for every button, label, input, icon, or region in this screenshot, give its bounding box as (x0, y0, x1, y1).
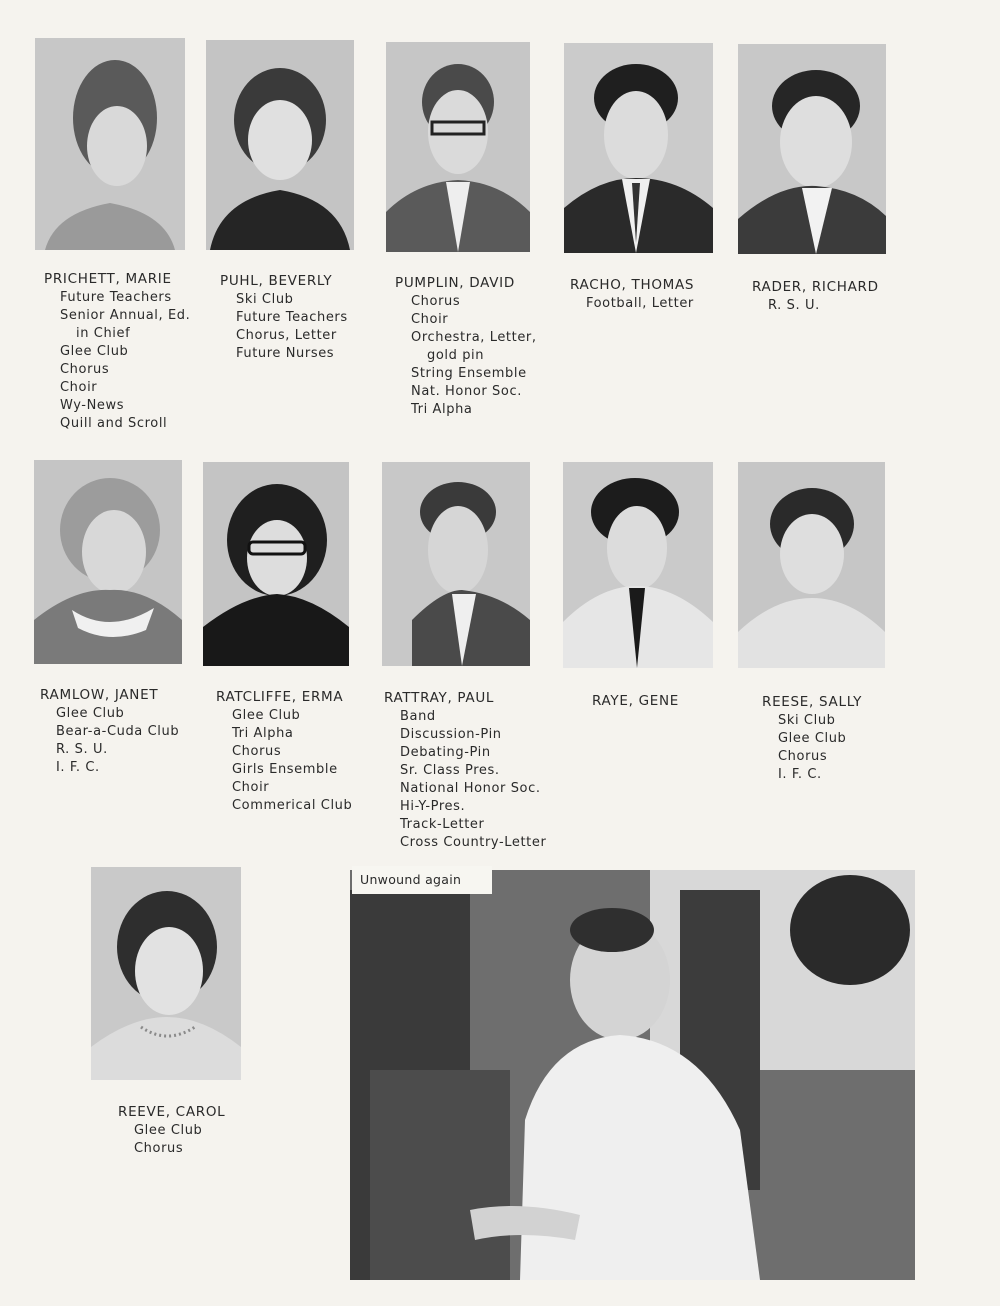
activity: String Ensemble (411, 366, 527, 381)
student-name: PRICHETT, MARIE (44, 271, 172, 287)
activity: Bear-a-Cuda Club (56, 724, 180, 739)
activity: Chorus (411, 294, 461, 309)
activity: Ski Club (236, 292, 294, 307)
activity: Future Teachers (236, 310, 348, 325)
portrait-racho-thomas (564, 43, 713, 253)
activity: Sr. Class Pres. (400, 763, 500, 778)
activity: Glee Club (232, 708, 301, 723)
caption-racho-thomas (570, 276, 694, 313)
portrait-reeve-carol (91, 867, 241, 1080)
activity: Chorus (134, 1141, 184, 1156)
activity: Glee Club (56, 706, 125, 721)
activity: Choir (232, 780, 270, 795)
portrait-rattray-paul (382, 462, 530, 666)
portrait-puhl-beverly (206, 40, 354, 250)
student-name: PUMPLIN, DAVID (395, 275, 515, 291)
activity: in Chief (76, 326, 131, 341)
activity: Glee Club (134, 1123, 203, 1138)
caption-ramlow-janet (40, 686, 179, 777)
activity: Ski Club (778, 713, 836, 728)
caption-pumplin-david (395, 274, 537, 419)
activity: Discussion-Pin (400, 727, 502, 742)
activity: Chorus (60, 362, 110, 377)
activity: Quill and Scroll (60, 416, 168, 431)
student-name: PUHL, BEVERLY (220, 273, 333, 289)
caption-rattray-paul (384, 689, 546, 852)
activity: Commerical Club (232, 798, 353, 813)
caption-puhl-beverly (220, 272, 348, 363)
portrait-ratcliffe-erma (203, 462, 349, 666)
activity: R. S. U. (768, 298, 820, 313)
activity: Nat. Honor Soc. (411, 384, 522, 399)
activity: Debating-Pin (400, 745, 491, 760)
activity: Glee Club (60, 344, 129, 359)
activity: Wy-News (60, 398, 125, 413)
portrait-pumplin-david (386, 42, 530, 252)
activity: Senior Annual, Ed. (60, 308, 191, 323)
candid-photo (350, 870, 915, 1280)
activity: Tri Alpha (232, 726, 294, 741)
portrait-raye-gene (563, 462, 713, 668)
activity: Orchestra, Letter, (411, 330, 537, 345)
caption-ratcliffe-erma (216, 688, 352, 815)
activity: Hi-Y-Pres. (400, 799, 466, 814)
portrait-ramlow-janet (34, 460, 182, 664)
caption-reeve-carol (118, 1103, 225, 1158)
caption-rader-richard (752, 278, 879, 315)
activity: Football, Letter (586, 296, 694, 311)
activity: Choir (411, 312, 449, 327)
student-name: RAYE, GENE (592, 693, 679, 709)
portrait-prichett-marie (35, 38, 185, 250)
caption-prichett-marie (44, 270, 190, 433)
portrait-rader-richard (738, 44, 886, 254)
activity: Cross Country-Letter (400, 835, 547, 850)
caption-reese-sally (762, 693, 862, 784)
student-name: RATCLIFFE, ERMA (216, 689, 344, 705)
activity: I. F. C. (778, 767, 822, 782)
activity: Choir (60, 380, 98, 395)
activity: R. S. U. (56, 742, 108, 757)
activity: I. F. C. (56, 760, 100, 775)
portrait-reese-sally (738, 462, 885, 668)
student-name: RATTRAY, PAUL (384, 690, 495, 706)
activity: Track-Letter (400, 817, 485, 832)
activity: Chorus (232, 744, 282, 759)
student-name: REEVE, CAROL (118, 1104, 226, 1120)
student-name: RACHO, THOMAS (570, 277, 695, 293)
activity: Tri Alpha (411, 402, 473, 417)
activity: Future Teachers (60, 290, 172, 305)
candid-photo-caption: Unwound again (352, 866, 492, 894)
activity: Future Nurses (236, 346, 335, 361)
activity: Girls Ensemble (232, 762, 338, 777)
activity: Glee Club (778, 731, 847, 746)
student-name: RAMLOW, JANET (40, 687, 159, 703)
activity: National Honor Soc. (400, 781, 541, 796)
activity: Chorus (778, 749, 828, 764)
student-name: REESE, SALLY (762, 694, 863, 710)
activity: Band (400, 709, 436, 724)
caption-raye-gene (592, 692, 679, 711)
student-name: RADER, RICHARD (752, 279, 879, 295)
activity: Chorus, Letter (236, 328, 337, 343)
activity: gold pin (427, 348, 485, 363)
